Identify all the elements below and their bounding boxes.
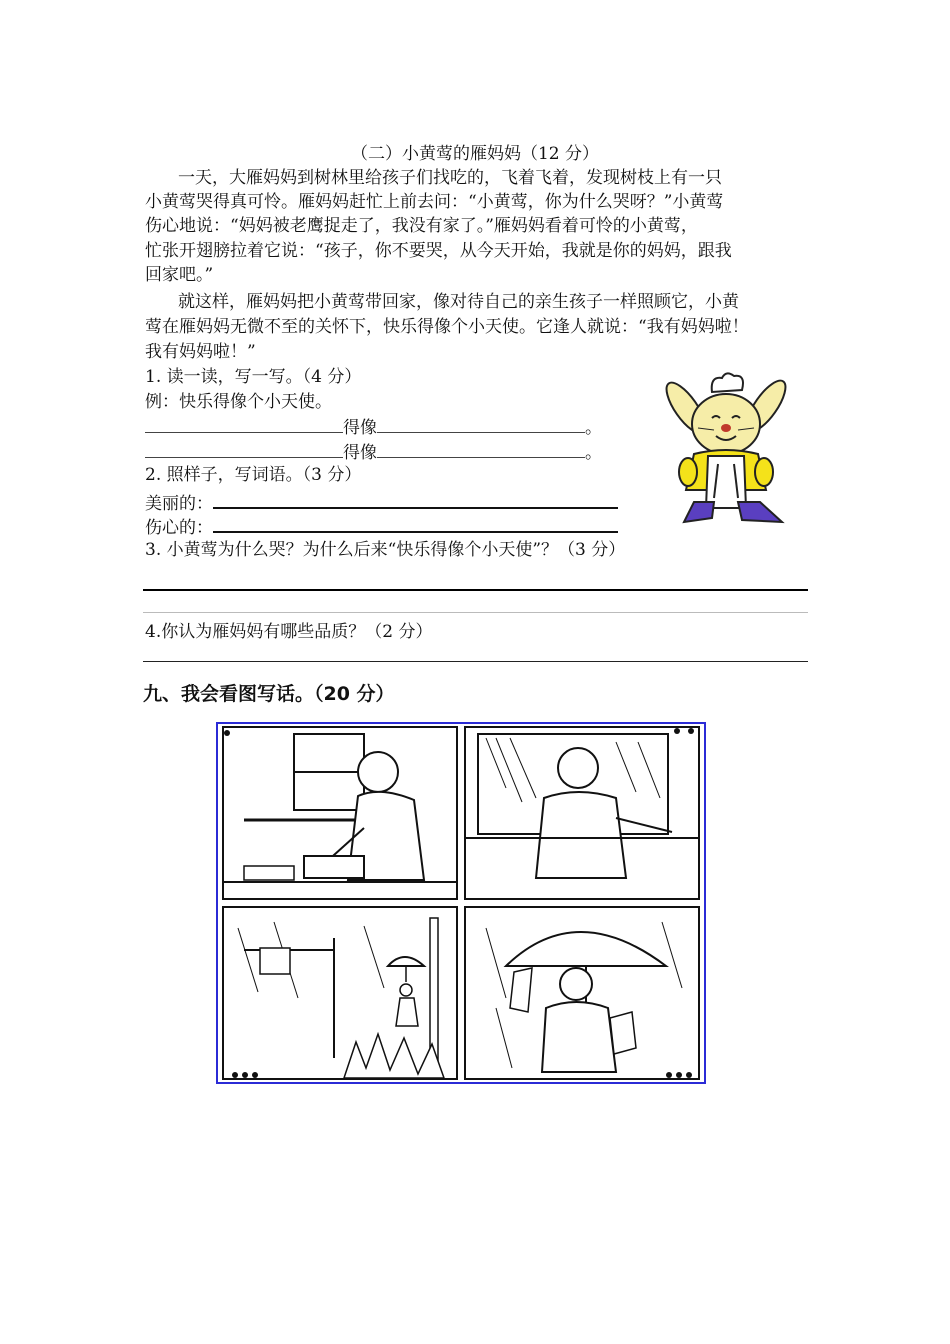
child-with-umbrella	[466, 908, 698, 1078]
passage-line-6: 就这样，雁妈妈把小黄莺带回家，像对待自己的亲生孩子一样照顾它，小黄	[178, 292, 739, 312]
boy-doing-homework	[224, 728, 456, 898]
question-1-row-2	[145, 439, 602, 465]
end-mark: 。	[585, 418, 602, 438]
answer-line-thin[interactable]	[143, 612, 808, 613]
question-4-label: 4.你认为雁妈妈有哪些品质？（2 分）	[145, 622, 433, 642]
picture-frame	[216, 722, 706, 1084]
reading-title: （二）小黄莺的雁妈妈（12 分）	[350, 144, 600, 164]
frame-dot	[666, 1072, 672, 1078]
passage-line-4: 忙张开翅膀拉着它说：“孩子，你不要哭，从今天开始，我就是你的妈妈，跟我	[145, 241, 732, 261]
rabbit-chef-illustration	[654, 372, 800, 532]
panel-boy-doing-homework	[222, 726, 458, 900]
passage-line-8: 我有妈妈啦！”	[145, 342, 256, 362]
mid-word: 得像	[343, 443, 377, 463]
answer-blank[interactable]	[377, 439, 585, 458]
frame-dot	[242, 1072, 248, 1078]
answer-blank[interactable]	[145, 439, 343, 458]
answer-line[interactable]	[143, 661, 808, 662]
panel-child-with-umbrella	[464, 906, 700, 1080]
passage-line-2: 小黄莺哭得真可怜。雁妈妈赶忙上前去问：“小黄莺，你为什么哭呀？”小黄莺	[145, 192, 724, 212]
question-3-label: 3. 小黄莺为什么哭？为什么后来“快乐得像个小天使”？（3 分）	[145, 540, 626, 560]
passage-line-3: 伤心地说：“妈妈被老鹰捉走了，我没有家了。”雁妈妈看着可怜的小黄莺，	[145, 216, 698, 236]
answer-line[interactable]	[213, 489, 618, 509]
frame-dot	[252, 1072, 258, 1078]
rain-outdoor-scene	[224, 908, 456, 1078]
panel-boy-at-window-rain	[464, 726, 700, 900]
passage-line-5: 回家吧。”	[145, 265, 214, 285]
question-2-item-1	[145, 489, 618, 516]
passage-line-7: 莺在雁妈妈无微不至的关怀下，快乐得像个小天使。它逢人就说：“我有妈妈啦！	[145, 317, 749, 337]
question-1-label: 1. 读一读，写一写。（4 分）	[145, 367, 362, 387]
answer-line[interactable]	[213, 513, 618, 533]
frame-dot	[224, 730, 230, 736]
end-mark: 。	[585, 443, 602, 463]
section-9-heading: 九、我会看图写话。（20 分）	[143, 683, 395, 705]
item-label: 美丽的：	[145, 494, 213, 514]
answer-blank[interactable]	[377, 414, 585, 433]
item-label: 伤心的：	[145, 518, 213, 538]
answer-line-thick[interactable]	[143, 589, 808, 591]
passage-line-1: 一天，大雁妈妈到树林里给孩子们找吃的，飞着飞着，发现树枝上有一只	[178, 168, 722, 188]
question-1-row-1	[145, 414, 602, 440]
question-1-example: 例：快乐得像个小天使。	[145, 392, 332, 412]
question-2-item-2	[145, 513, 618, 540]
question-2-label: 2. 照样子，写词语。（3 分）	[145, 465, 362, 485]
mid-word: 得像	[343, 418, 377, 438]
frame-dot	[688, 728, 694, 734]
panel-rain-outdoor-scene	[222, 906, 458, 1080]
frame-dot	[686, 1072, 692, 1078]
frame-dot	[674, 728, 680, 734]
frame-dot	[676, 1072, 682, 1078]
boy-at-window-rain	[466, 728, 698, 898]
frame-dot	[232, 1072, 238, 1078]
answer-blank[interactable]	[145, 414, 343, 433]
